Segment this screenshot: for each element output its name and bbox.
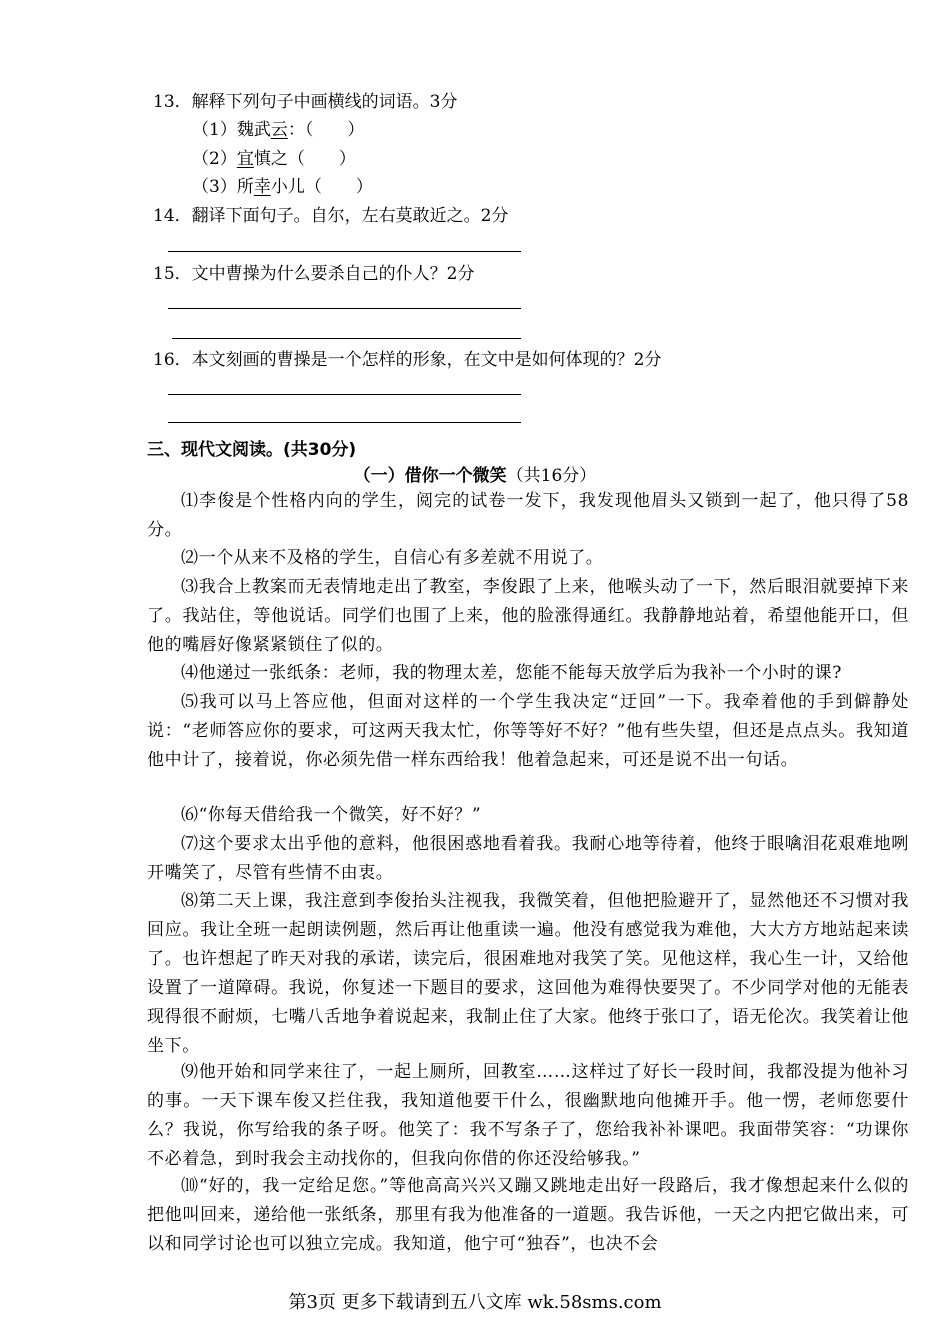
question-13-item-1: （1）魏武云：（ ） [192,120,365,140]
passage-paragraph-1: ⑴李俊是个性格内向的学生，阅完的试卷一发下，我发现他眉头又锁到一起了，他只得了58分。 [147,491,909,540]
question-13-stem: 13．解释下列句子中画横线的词语。3分 [153,92,458,112]
question-14-stem: 14．翻译下面句子。自尔，左右莫敢近之。2分 [153,206,509,226]
question-16-stem: 16．本文刻画的曹操是一个怎样的形象，在文中是如何体现的？2分 [153,350,662,370]
question-15-answer-line-2[interactable] [172,338,521,339]
question-16-answer-line-1[interactable] [168,394,521,395]
passage-paragraph-5: ⑸我可以马上答应他，但面对这样的一个学生我决定“迂回”一下。我牵着他的手到僻静处说：“老师答应你的要求，可这两天我太忙，你等等好不好？”他有些失望，但还是点点头。我知道他中计了，接着说，你必须先借一样东西给我！他着急起来，可还是说不出一句话。 [147,692,909,770]
page-footer: 第3页 更多下载请到五八文库 wk.58sms.com [288,1292,662,1313]
question-16-answer-line-2[interactable] [168,422,521,423]
passage-title: （一）借你一个微笑（共16分） [353,466,597,486]
question-15-answer-line-1[interactable] [168,308,521,309]
passage-paragraph-8: ⑻第二天上课，我注意到李俊抬头注视我，我微笑着，但他把脸避开了，显然他还不习惯对我回应。我让全班一起朗读例题，然后再让他重读一遍。他没有感觉我为难他，大大方方地站起来读了。也许想起了昨天对我的承诺，读完后，很困难地对我笑了笑。见他这样，我心生一计，又给他设置了一道障碍。我说，你复述一下题目的要求，这回他为难得快要哭了。不少同学对他的无能表现得很不耐烦，七嘴八舌地争着说起来，我制止住了大家。他终于张口了，语无伦次。我笑着让他坐下。 [147,891,909,1056]
passage-paragraph-7: ⑺这个要求太出乎他的意料，他很困惑地看着我。我耐心地等待着，他终于眼噙泪花艰难地咧开嘴笑了，尽管有些情不由衷。 [147,834,909,883]
question-14-answer-line[interactable] [168,251,521,252]
passage-paragraph-4: ⑷他递过一张纸条：老师，我的物理太差，您能不能每天放学后为我补一个小时的课? [181,663,842,683]
passage-paragraph-6: ⑹“你每天借给我一个微笑，好不好？” [181,805,482,825]
passage-paragraph-3: ⑶我合上教案而无表情地走出了教室，李俊跟了上来，他喉头动了一下，然后眼泪就要掉下来了。我站住，等他说话。同学们也围了上来，他的脸涨得通红。我静静地站着，希望他能开口，但他的嘴唇好像紧紧锁住了似的。 [147,577,909,655]
passage-paragraph-2: ⑵一个从来不及格的学生，自信心有多差就不用说了。 [181,548,604,568]
passage-paragraph-10: ⑽“好的，我一定给足您。”等他高高兴兴又蹦又跳地走出好一段路后，我才像想起来什么似的把他叫回来，递给他一张纸条，那里有我为他准备的一道题。我告诉他，一天之内把它做出来，可以和同学讨论也可以独立完成。我知道，他宁可“独吞”，也决不会 [147,1176,909,1254]
passage-paragraph-9: ⑼他开始和同学来往了，一起上厕所，回教室……这样过了好长一段时间，我都没提为他补习的事。一天下课车俊又拦住我，我知道他要干什么，很幽默地向他摊开手。他一愣，老师您要什么？我说，你写给我的条子呀。他笑了：我不写条子了，您给我补补课吧。我面带笑容：“功课你不必着急，到时我会主动找你的，但我向你借的你还没给够我。” [147,1062,909,1169]
question-15-stem: 15．文中曹操为什么要杀自己的仆人？2分 [153,264,475,284]
question-13-item-3: （3）所幸小儿（ ） [192,177,373,197]
question-13-item-2: （2）宜慎之（ ） [192,149,356,169]
section-title: 三、现代文阅读。(共30分) [147,440,357,460]
